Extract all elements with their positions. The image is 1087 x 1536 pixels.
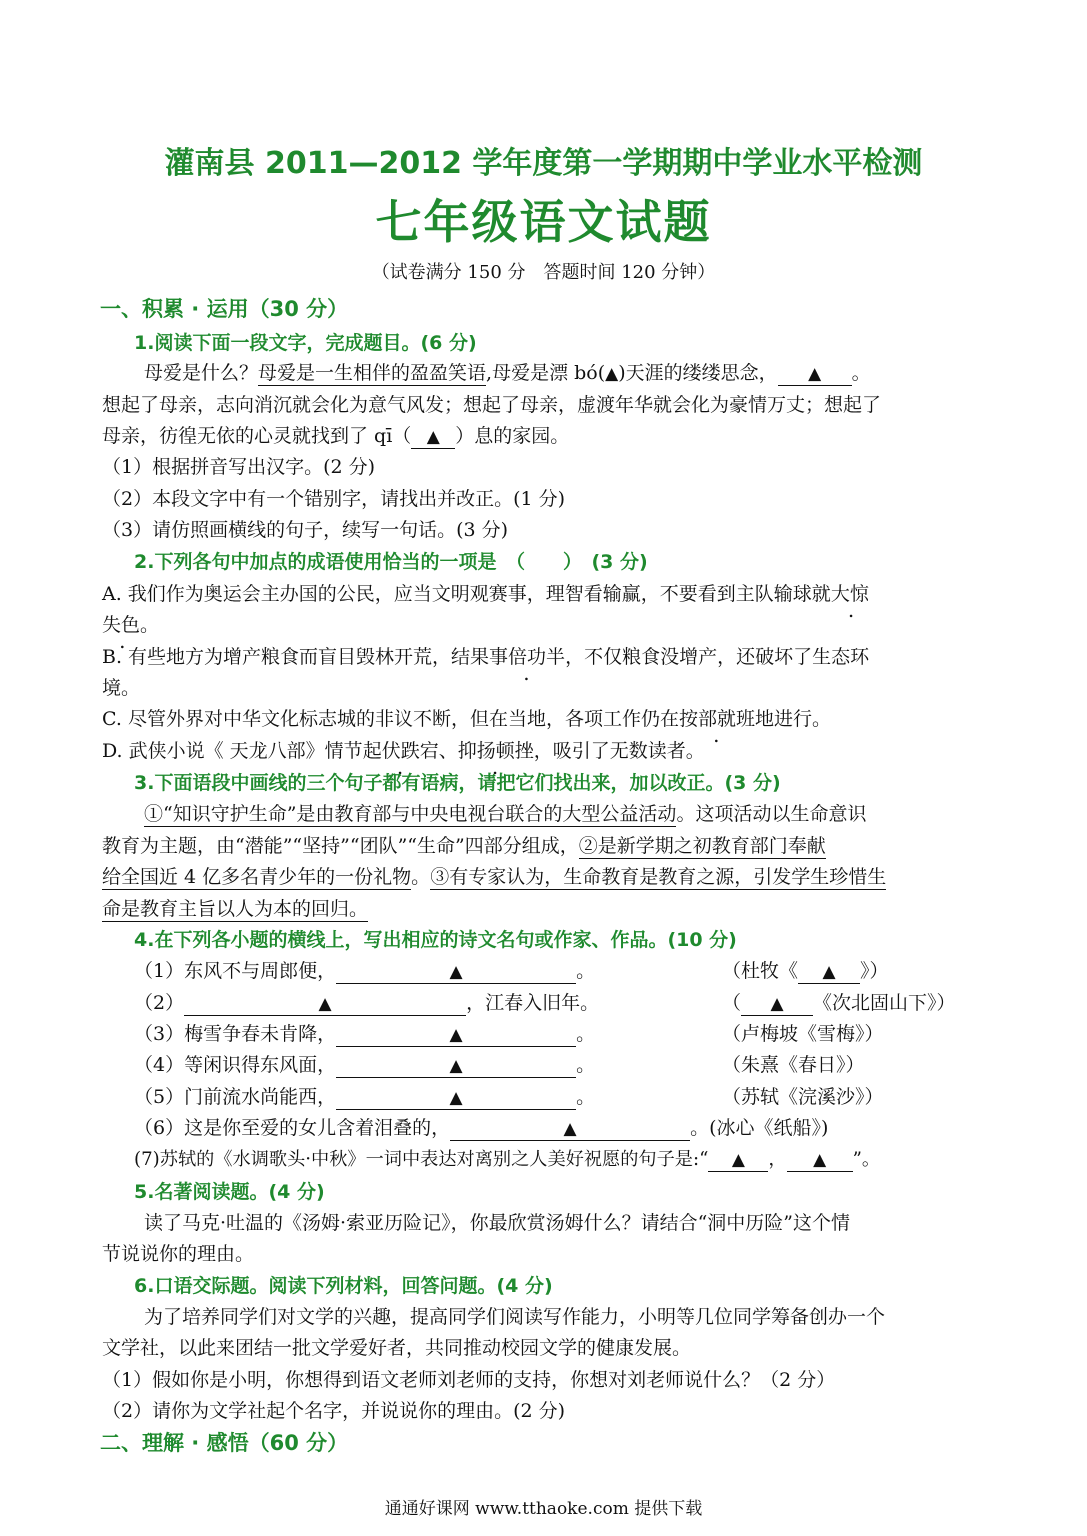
- q2-d-text: D. 武侠小说《 天龙八部》情节: [102, 740, 363, 762]
- q1-title: 1.阅读下面一段文字，完成题目。(6 分): [134, 332, 477, 354]
- q2-d-separator: 、: [438, 740, 458, 762]
- q6-sub2: （2）请你为文学社起个名字，并说说你的理由。(2 分): [102, 1400, 566, 1422]
- q4-item2-source: [722, 990, 956, 1016]
- q1-sub3: （3）请仿照画横线的句子，续写一句话。(3 分): [102, 519, 509, 541]
- q4-item1-source-pre: （杜牧《: [722, 960, 799, 982]
- q1-paragraph-line2: 想起了母亲，志向消沉就会化为意气风发；想起了母亲，虚渡年华就会化为豪情万丈；想起了: [102, 394, 882, 416]
- q1-text-c: ,母爱是漂 bó(: [486, 362, 606, 384]
- q2-option-d: [102, 738, 705, 764]
- q3-line4: [102, 896, 368, 922]
- q4-item4-blank[interactable]: [336, 1054, 576, 1078]
- q3-sentence3-underlined: ③有专家认为，生命教育是教育之源，引发学生珍惜生: [430, 866, 887, 888]
- q2-option-c: [102, 706, 831, 732]
- q1-qi-blank[interactable]: [411, 425, 455, 449]
- q3-sentence2-underlined-cont: 给全国近 4 亿多名青少年的一份礼物: [102, 866, 412, 888]
- q2-title: 2.下列各句中加点的成语使用恰当的一项是 （ ） (3 分): [134, 551, 648, 573]
- q4-item3-blank[interactable]: [336, 1023, 576, 1047]
- q4-item2-source-pre: （: [722, 992, 742, 1014]
- q1-line3-b: ）息的家园。: [455, 425, 570, 447]
- q6-sub1: （1）假如你是小明，你想得到语文老师刘老师的支持，你想对刘老师说什么？（2 分）: [102, 1369, 836, 1391]
- section2-heading: 二、理解 · 感悟（60 分）: [100, 1431, 349, 1455]
- q2-option-a-line2: [102, 612, 159, 638]
- q4-item5-source: （苏轼《浣溪沙》）: [722, 1086, 884, 1108]
- q4-item5-blank[interactable]: [336, 1086, 576, 1110]
- section1-heading: 一、积累 · 运用（30 分）: [100, 297, 349, 321]
- q2-option-a-line1: [102, 581, 869, 607]
- blank-mark: ▲: [770, 994, 784, 1014]
- q4-item4-post: 。: [576, 1054, 596, 1076]
- q4-item1-post: 。: [576, 960, 596, 982]
- blank-mark: ▲: [318, 994, 332, 1014]
- q4-item6: [134, 1115, 828, 1141]
- q2-c-text: C. 尽管外界对中华文化标志城的非议不断，但在当地，各项工作仍在: [102, 708, 679, 730]
- q1-paragraph-line1: [144, 360, 871, 387]
- q6-line2: 文学社，以此来团结一批文学爱好者，共同推动校园文学的健康发展。: [102, 1337, 692, 1359]
- q1-paragraph-line3: [102, 423, 569, 449]
- q3-title: 3.下面语段中画线的三个句子都有语病，请把它们找出来，加以改正。(3 分): [134, 772, 781, 794]
- q4-item5: [134, 1084, 595, 1110]
- blank-mark: ▲: [731, 1150, 745, 1170]
- q2-a-dotted-idiom-end: 失色: [102, 614, 141, 636]
- blank-mark: ▲: [449, 1056, 463, 1076]
- q2-d-dotted-idiom2: 抑扬顿挫: [457, 740, 534, 762]
- q1-line3-a: 母亲，彷徨无依的心灵就找到了 qī（: [102, 425, 412, 447]
- q2-a-dotted-idiom: 大惊: [830, 583, 869, 605]
- q3-sentence3-underlined-cont: 命是教育主旨以人为本的回归。: [102, 898, 369, 920]
- q4-item1-text: （1）东风不与周郎便，: [134, 960, 337, 982]
- blank-mark: ▲: [808, 364, 822, 384]
- q2-c-dotted-idiom: 按部就班: [678, 708, 755, 730]
- q3-line3-mid: 。: [411, 866, 431, 888]
- q4-item4-source: （朱熹《春日》）: [722, 1054, 865, 1076]
- q2-d-dotted-idiom1: 起伏跌宕: [362, 740, 439, 762]
- blank-mark: ▲: [813, 1150, 827, 1170]
- q4-item6-post: 。(冰心《纸船》): [690, 1117, 829, 1139]
- q3-sentence1-underlined: ①“知识守护生命”是由教育部与中央电视台联合的大型公益活动: [144, 803, 677, 825]
- q4-item3-source: （卢梅坡《雪梅》）: [722, 1023, 884, 1045]
- q3-line1-post: 。这项活动以生命意识: [676, 803, 867, 825]
- q4-item2-text: （2）: [134, 992, 185, 1014]
- q1-text-d: )天涯的缕缕思念，: [618, 362, 778, 384]
- q3-sentence2-underlined: ②是新学期之初教育部门奉献: [578, 835, 826, 857]
- q2-option-b-line1: [102, 644, 869, 670]
- q2-d-text-post: ，吸引了无数读者。: [533, 740, 705, 762]
- q4-item2-source-post: 《次北固山下》）: [813, 992, 956, 1014]
- q4-title: 4.在下列各小题的横线上，写出相应的诗文名句或作家、作品。(10 分): [134, 929, 737, 951]
- q4-item1-source: [722, 958, 889, 984]
- q1-text-e: 。: [851, 362, 871, 384]
- q4-item1-source-blank[interactable]: [798, 960, 860, 984]
- q5-title: 5.名著阅读题。(4 分): [134, 1181, 325, 1203]
- q2-b-text-post: ，不仅粮食没增产，还破坏了生态环: [565, 646, 870, 668]
- q1-sub2: （2）本段文字中有一个错别字，请找出并改正。(1 分): [102, 488, 566, 510]
- q4-item7-blank1[interactable]: [708, 1149, 768, 1172]
- q3-line2-pre: 教育为主题，由“潜能”“坚持”“团队”“生命”四部分组成，: [102, 835, 579, 857]
- q4-item1: [134, 958, 595, 984]
- q3-line1: [144, 801, 866, 827]
- q4-item4-text: （4）等闲识得东风面，: [134, 1054, 337, 1076]
- exam-title-line1: 灌南县 2011—2012 学年度第一学期期中学业水平检测: [164, 146, 923, 181]
- q2-option-b-line2: 境。: [102, 677, 141, 699]
- q6-line1: 为了培养同学们对文学的兴趣，提高同学们阅读写作能力，小明等几位同学筹备创办一个: [144, 1306, 886, 1328]
- q1-answer-blank[interactable]: [778, 362, 852, 386]
- blank-mark: ▲: [426, 427, 440, 447]
- q2-a-text-end: 。: [140, 614, 160, 636]
- q1-text-a: 母爱是什么？: [144, 362, 259, 384]
- q4-item2: [134, 990, 599, 1016]
- q4-item2-post: ，江春入旧年。: [466, 992, 600, 1014]
- blank-mark: ▲: [822, 962, 836, 982]
- q1-sub1: （1）根据拼音写出汉字。(2 分): [102, 456, 376, 478]
- q2-b-text: B. 有些地方为增产粮食而盲目毁林开荒，结果: [102, 646, 490, 668]
- q6-title: 6.口语交际题。阅读下列材料，回答问题。(4 分): [134, 1275, 553, 1297]
- q5-line2: 节说说你的理由。: [102, 1243, 255, 1265]
- q4-item3-text: （3）梅雪争春未肯降，: [134, 1023, 337, 1045]
- q2-a-text: A. 我们作为奥运会主办国的公民，应当文明观赛事，理智看输赢，不要看到主队输球就: [102, 583, 831, 605]
- page-footer: 通通好课网 www.tthaoke.com 提供下载: [384, 1499, 703, 1519]
- exam-subtitle: （试卷满分 150 分 答题时间 120 分钟）: [371, 262, 716, 283]
- q4-item3-post: 。: [576, 1023, 596, 1045]
- q4-item2-blank[interactable]: [184, 992, 466, 1016]
- q4-item1-source-post: 》）: [860, 960, 889, 982]
- q4-item7: [134, 1147, 880, 1173]
- q4-item2-source-blank[interactable]: [741, 992, 813, 1016]
- q2-c-text-post: 地进行。: [754, 708, 831, 730]
- blank-mark: ▲: [449, 962, 463, 982]
- blank-mark: ▲: [449, 1025, 463, 1045]
- blank-mark: ▲: [449, 1088, 463, 1108]
- q5-line1: 读了马克·吐温的《汤姆·索亚历险记》，你最欣赏汤姆什么？请结合“洞中历险”这个情: [144, 1212, 851, 1234]
- q4-item7-separator: ，: [768, 1149, 787, 1170]
- q4-item7-text: (7)苏轼的《水调歌头·中秋》一词中表达对离别之人美好祝愿的句子是:“: [134, 1149, 709, 1170]
- blank-mark: ▲: [563, 1119, 577, 1139]
- q4-item3: [134, 1021, 595, 1047]
- q4-item6-blank[interactable]: [450, 1117, 690, 1141]
- q2-b-dotted-idiom: 事倍功半: [489, 646, 566, 668]
- q4-item4: [134, 1052, 595, 1078]
- q4-item1-blank[interactable]: [336, 960, 576, 984]
- blank-mark: ▲: [605, 364, 619, 384]
- q1-underlined-sentence: 母爱是一生相伴的盈盈笑语: [258, 362, 487, 384]
- q3-line3: [102, 864, 886, 890]
- exam-title-main: 七年级语文试题: [375, 195, 712, 249]
- q4-item5-post: 。: [576, 1086, 596, 1108]
- q3-line2: [102, 833, 826, 859]
- q4-item7-blank2[interactable]: [787, 1149, 853, 1172]
- q4-item5-text: （5）门前流水尚能西，: [134, 1086, 337, 1108]
- q4-item7-post: ”。: [852, 1149, 881, 1170]
- q4-item6-text: （6）这是你至爱的女儿含着泪叠的，: [134, 1117, 451, 1139]
